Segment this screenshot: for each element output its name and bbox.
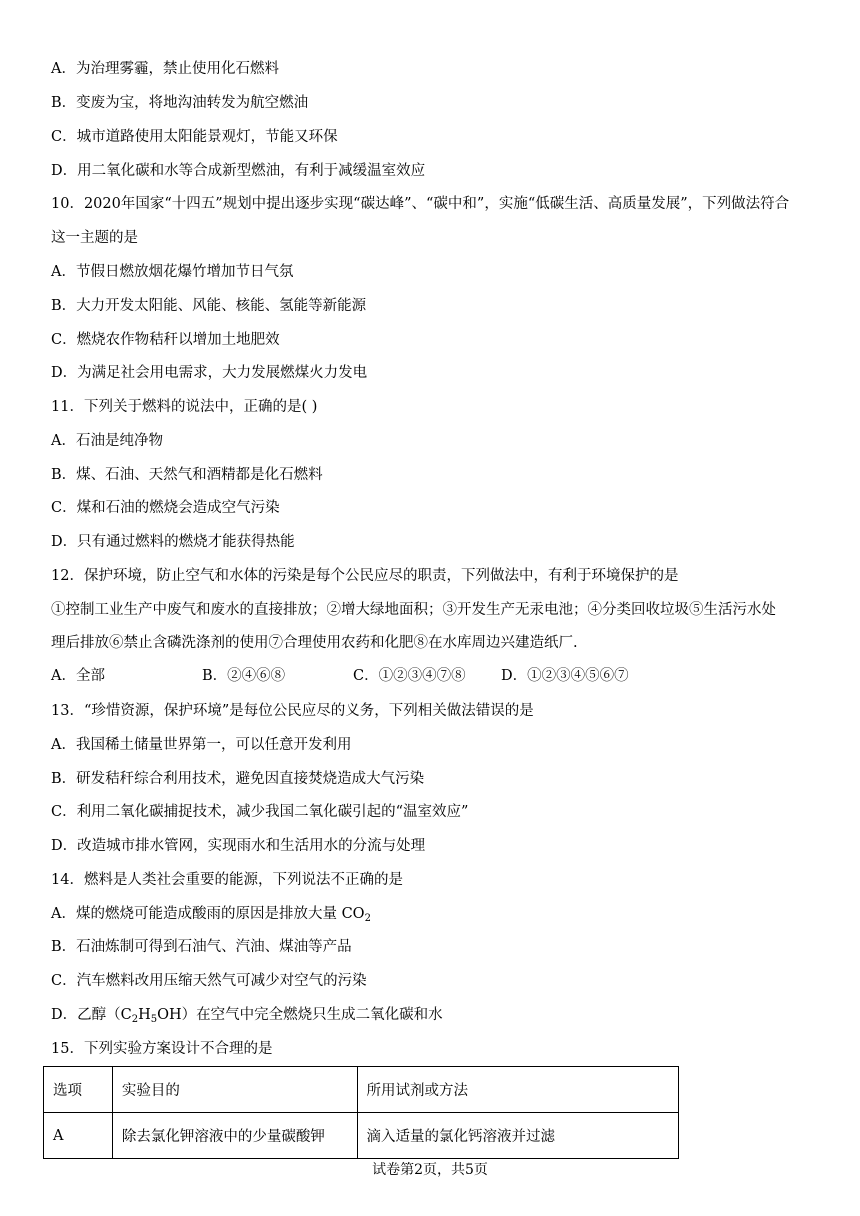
q13-option-b: B．研发秸秆综合利用技术，避免因直接焚烧造成大气污染: [51, 771, 425, 787]
q13-option-a: A．我国稀土储量世界第一，可以任意开发利用: [51, 737, 352, 753]
table-header-cell: 选项: [44, 1067, 113, 1113]
q14-stem: 14．燃料是人类社会重要的能源，下列说法不正确的是: [51, 872, 403, 888]
q10-option-a: A．节假日燃放烟花爆竹增加节日气氛: [51, 264, 294, 280]
q13-stem: 13．“珍惜资源，保护环境”是每位公民应尽的义务，下列相关做法错误的是: [51, 703, 534, 719]
q14-option-d: [51, 1005, 821, 1025]
q14-option-c: C．汽车燃料改用压缩天然气可减少对空气的污染: [51, 973, 367, 989]
q14-option-a-text: A．煤的燃烧可能造成酸雨的原因是排放大量 CO: [51, 906, 365, 922]
q11-option-b: B．煤、石油、天然气和酒精都是化石燃料: [51, 467, 323, 483]
page-footer: 试卷第2页，共5页: [372, 1162, 488, 1178]
q9-option-c: C．城市道路使用太阳能景观灯，节能又环保: [51, 129, 338, 145]
q12-items-line1: ①控制工业生产中废气和废水的直接排放；②增大绿地面积；③开发生产无汞电池；④分类回收垃圾⑤生活污水处: [51, 602, 776, 618]
q9-option-b: B．变废为宝，将地沟油转发为航空燃油: [51, 95, 309, 111]
q12-option-b: B．②④⑥⑧: [202, 668, 286, 684]
table-header-row: [44, 1067, 679, 1113]
table-row: [44, 1113, 679, 1159]
q14-option-a: [51, 904, 821, 924]
subscript: 2: [131, 1014, 139, 1025]
subscript: 2: [364, 913, 371, 924]
subscript: 5: [150, 1014, 158, 1025]
table-cell: 除去氯化钾溶液中的少量碳酸钾: [112, 1113, 357, 1159]
q12-option-a: A．全部: [51, 668, 105, 684]
table-cell: A: [44, 1113, 113, 1159]
q9-option-a: A．为治理雾霾，禁止使用化石燃料: [51, 61, 279, 77]
q10-option-c: C．燃烧农作物秸秆以增加土地肥效: [51, 332, 280, 348]
q10-stem-line2: 这一主题的是: [51, 230, 138, 246]
table-header-cell: 所用试剂或方法: [357, 1067, 679, 1113]
formula-part: D．乙醇（C: [51, 1007, 132, 1023]
q11-stem: 11．下列关于燃料的说法中，正确的是( ): [51, 399, 318, 415]
q15-table: [43, 1066, 679, 1159]
q10-option-b: B．大力开发太阳能、风能、核能、氢能等新能源: [51, 298, 367, 314]
formula-part: OH）在空气中完全燃烧只生成二氧化碳和水: [157, 1007, 443, 1023]
q13-option-c: C．利用二氧化碳捕捉技术，减少我国二氧化碳引起的“温室效应”: [51, 804, 469, 820]
q12-option-c: C．①②③④⑦⑧: [353, 668, 466, 684]
q13-option-d: D．改造城市排水管网，实现雨水和生活用水的分流与处理: [51, 838, 426, 854]
q10-option-d: D．为满足社会用电需求，大力发展燃煤火力发电: [51, 365, 368, 381]
q10-stem-line1: 10．2020年国家“十四五”规划中提出逐步实现“碳达峰”、“碳中和”，实施“低碳生活、高质量发展”，下列做法符合: [51, 196, 790, 212]
table-header-cell: 实验目的: [112, 1067, 357, 1113]
formula-part: H: [138, 1007, 151, 1023]
q12-stem: 12．保护环境，防止空气和水体的污染是每个公民应尽的职责，下列做法中，有利于环境保护的是: [51, 568, 679, 584]
q11-option-d: D．只有通过燃料的燃烧才能获得热能: [51, 534, 295, 550]
q15-stem: 15．下列实验方案设计不合理的是: [51, 1041, 273, 1057]
q12-items-line2: 理后排放⑥禁止含磷洗涤剂的使用⑦合理使用农药和化肥⑧在水库周边兴建造纸厂.: [51, 635, 578, 651]
q14-option-b: B．石油炼制可得到石油气、汽油、煤油等产品: [51, 939, 352, 955]
q11-option-a: A．石油是纯净物: [51, 433, 163, 449]
q9-option-d: D．用二氧化碳和水等合成新型燃油，有利于减缓温室效应: [51, 163, 426, 179]
q12-option-d: D．①②③④⑤⑥⑦: [501, 668, 629, 684]
q11-option-c: C．煤和石油的燃烧会造成空气污染: [51, 500, 280, 516]
table-cell: 滴入适量的氯化钙溶液并过滤: [357, 1113, 679, 1159]
